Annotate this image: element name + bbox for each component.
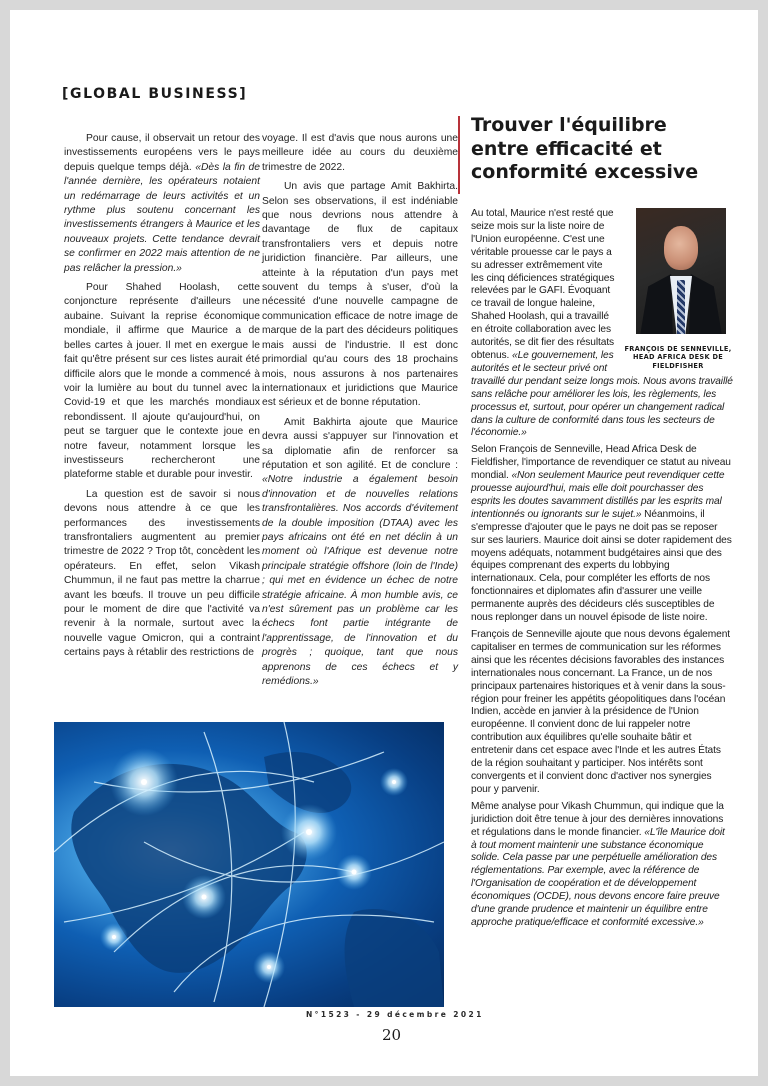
- sidebar-body: [471, 208, 733, 934]
- quote: «Dès la fin de l'année dernière, les opérateurs notaient un redémarrage de leurs activités et un rythme plus soutenu concernant les investissements étrangers à Maurice et les nouveaux projets. Cette tendance devrait se confirmer en 2022 mais attention de ne pas relâcher la pression.»: [64, 161, 260, 274]
- sidebar-paragraph: François de Senneville ajoute que nous devons également capitaliser en termes de communication sur les réformes ainsi que les récentes décisions favorables des instances internationales nous concernant. La France, un de nos principaux partenaires historiques et à venir dans la sous-région pour freiner les appétits géopolitiques dans l'océan Indien, accède en janvier à la présidence de l'Union européenne. Il convient donc de lui rappeler notre contribution aux équilibres qu'elle souhaite bâtir et entretenir dans cet espace avec l'Inde et les autres États de la région souhaitant y participer. Nos intérêts sont convergents et il convient donc d'activer nos synergies pour y parvenir.: [471, 629, 730, 795]
- issue-folio: N°1523 - 29 décembre 2021: [306, 1010, 484, 1019]
- article-paragraph: La question est de savoir si nous devons nous attendre à ce que les performances des investissements transfrontaliers augmentent au premier trimestre de 2022 ? Trop tôt, concèdent les opérateurs. En effet, selon Vikash Chummun, il ne faut pas mettre la charrue avant les bœufs. Il trouve un peu difficile pour le moment de dire que l'activité va revenir à la normale, surtout avec la nouvelle vague Omicron, qui a contraint certains pays à rétablir des restrictions de: [64, 488, 260, 659]
- article-paragraph: voyage. Il est d'avis que nous aurons une meilleure idée au cours du deuxième trimestre de 2022.: [262, 133, 458, 173]
- network-map-image: [54, 722, 444, 1007]
- photo-caption: FRANÇOIS DE SENNEVILLE, HEAD AFRICA DESK DE FIELDFISHER: [624, 345, 732, 370]
- article-paragraph: Pour Shahed Hoolash, cette conjoncture représente d'ailleurs une aubaine. Suivant la reprise économique mondiale, il affirme que Maurice a de belles cartes à jouer. Il met en exergue le fait qu'être présent sur ces listes aurait été difficile alors que le monde a commencé à voir la lumière au bout du tunnel avec la Covid-19 et que les marchés mondiaux rebondissent. Il ajoute qu'aujourd'hui, on peut se targuer que le contexte joue en notre faveur, notamment lorsque les investisseurs rechercheront une plateforme stable et durable pour investir.: [64, 282, 260, 481]
- quote: «Le gouvernement, les autorités et le secteur privé ont travaillé dur pendant seize longs mois. Nous avons travaillé sans relâche pour améliorer les lois, les règlements, les processus et, surtout, pour opérer un changement radical dans la culture de conformité dans tous les secteurs de l'économie.»: [471, 349, 733, 439]
- sidebar-paragraph: Même analyse pour Vikash Chummun, qui indique que la juridiction doit être tenue à jour des dernières innovations et régulations dans le monde financier. «L'île Maurice doit à tout moment maintenir une substance économique solide. Cela passe par une perpétuelle amélioration des réglementations. Par exemple, avec la référence de l'Organisation de coopération et de développement économiques (OCDE), nous devons encore faire preuve d'une grande prudence et maintenir un équilibre entre approche pratique/efficace et conformité excessive.»: [471, 800, 725, 928]
- article-column-1: [64, 132, 260, 666]
- article-paragraph: Amit Bakhirta ajoute que Maurice devra aussi s'appuyer sur l'innovation et sa diplomatie afin de renforcer sa réputation et son agilité. Et de conclure : «Notre industrie a également besoin d'innovation et de nouvelles relations transfrontalières. Nos accords d'évitement de la double imposition (DTAA) avec les pays africains ont été en net déclin à un moment où l'Afrique est devenue notre principale stratégie offshore (loin de l'Inde) ; qui met en évidence un échec de notre stratégie africaine. À mon humble avis, ce n'est sûrement pas un problème car les échecs font partie intégrante de l'apprentissage, de l'innovation et du progrès ; quoique, tant que nous apprenons de ces échecs et y remédions.»: [262, 416, 458, 688]
- article-paragraph: Pour cause, il observait un retour des investissements européens vers le pays depuis quelque temps déjà. «Dès la fin de l'année dernière, les opérateurs notaient un redémarrage de leurs activités et un rythme plus soutenu concernant les investissements étrangers à Maurice et les nouveaux projets. Cette tendance devrait se confirmer en 2022 mais attention de ne pas relâcher la pression.»: [64, 133, 260, 274]
- sidebar-title: Trouver l'équilibre entre efficacité et conformité excessive: [471, 114, 699, 183]
- quote: «L'île Maurice doit à tout moment maintenir une substance économique solide. Cela passe par une perpétuelle amélioration des réglementations. Par exemple, avec la référence de l'Organisation de coopération et de développement économiques (OCDE), nous devons encore faire preuve d'une grande prudence et maintenir un équilibre entre approche pratique/efficace et conformité excessive.»: [471, 826, 725, 928]
- sidebar-accent-rule: [458, 116, 460, 194]
- quote: «Notre industrie a également besoin d'innovation et de nouvelles relations transfrontalières. Nos accords d'évitement de la double imposition (DTAA) avec les pays africains ont été en net déclin à un moment où l'Afrique est devenue notre principale stratégie offshore (loin de l'Inde) ; qui met en évidence un échec de notre stratégie africaine. À mon humble avis, ce n'est sûrement pas un problème car les échecs font partie intégrante de l'apprentissage, de l'innovation et du progrès ; quoique, tant que nous apprenons de ces échecs et y remédions.»: [262, 474, 458, 688]
- sidebar-paragraph: Au total, Maurice n'est resté que seize mois sur la liste noire de l'Union européenne. C'est une véritable prouesse car le pays a su adresser extrêmement vite les cinq déficiences stratégiques relevées par le GAFI. Évoquant ce travail de longue haleine, Shahed Hoolash, qui a travaillé en étroite collaboration avec les autorités, se dit fier des résultats obtenus. «Le gouvernement, les autorités et le secteur privé ont travaillé dur pendant seize longs mois. Nous avons travaillé sans relâche pour améliorer les lois, les règlements, les processus et, surtout, pour opérer un changement radical dans la culture de conformité dans tous les secteurs de l'économie.»: [471, 208, 733, 439]
- sidebar-paragraph: Selon François de Senneville, Head Africa Desk de Fieldfisher, l'importance de revendiquer ce statut au niveau mondial. «Non seulement Maurice peut revendiquer cette prouesse aujourd'hui, mais elle doit pourchasser des esprits les doutes savamment distillés par les esprits mal intentionnés ou ignorants sur le sujet.» Néanmoins, il s'empresse d'ajouter que le pays ne doit pas se reposer sur ses lauriers. Maurice doit ainsi se doter rapidement des moyens adéquats, notamment budgétaires ainsi que des équipes comprenant des experts du lobbying internationaux. Cela, pour compléter les efforts de nos fonctionnaires et diplomates afin d'assurer une veille permanente auprès des décideurs clés susceptibles de nous replonger dans un nouvel épisode de liste noire.: [471, 444, 732, 624]
- page-number: 20: [382, 1026, 402, 1044]
- article-column-2: [262, 132, 458, 694]
- article-paragraph: Un avis que partage Amit Bakhirta. Selon ses observations, il est indéniable que nous devrions nous attendre à davantage de flux de capitaux transfrontaliers vers et depuis notre juridiction financière. Par ailleurs, une atteinte à la réputation d'un pays met souvent du temps à s'user, d'où la nécessité d'une nouvelle campagne de communication efficace de notre image de marque de la part des décideurs politiques mais aussi de l'industrie. Il est donc primordial qu'au cours des 18 prochains mois, nous assurons à nos partenaires internationaux et juridictions que Maurice est sérieux et de bonne réputation.: [262, 181, 458, 409]
- section-label: [GLOBAL BUSINESS]: [62, 86, 248, 102]
- quote: «Non seulement Maurice peut revendiquer cette prouesse aujourd'hui, mais elle doit pourchasser des esprits les doutes savamment distillés par les esprits mal intentionnés ou ignorants sur le sujet.»: [471, 470, 725, 520]
- globe-network-illustration: [54, 722, 444, 1007]
- magazine-page: [10, 10, 758, 1076]
